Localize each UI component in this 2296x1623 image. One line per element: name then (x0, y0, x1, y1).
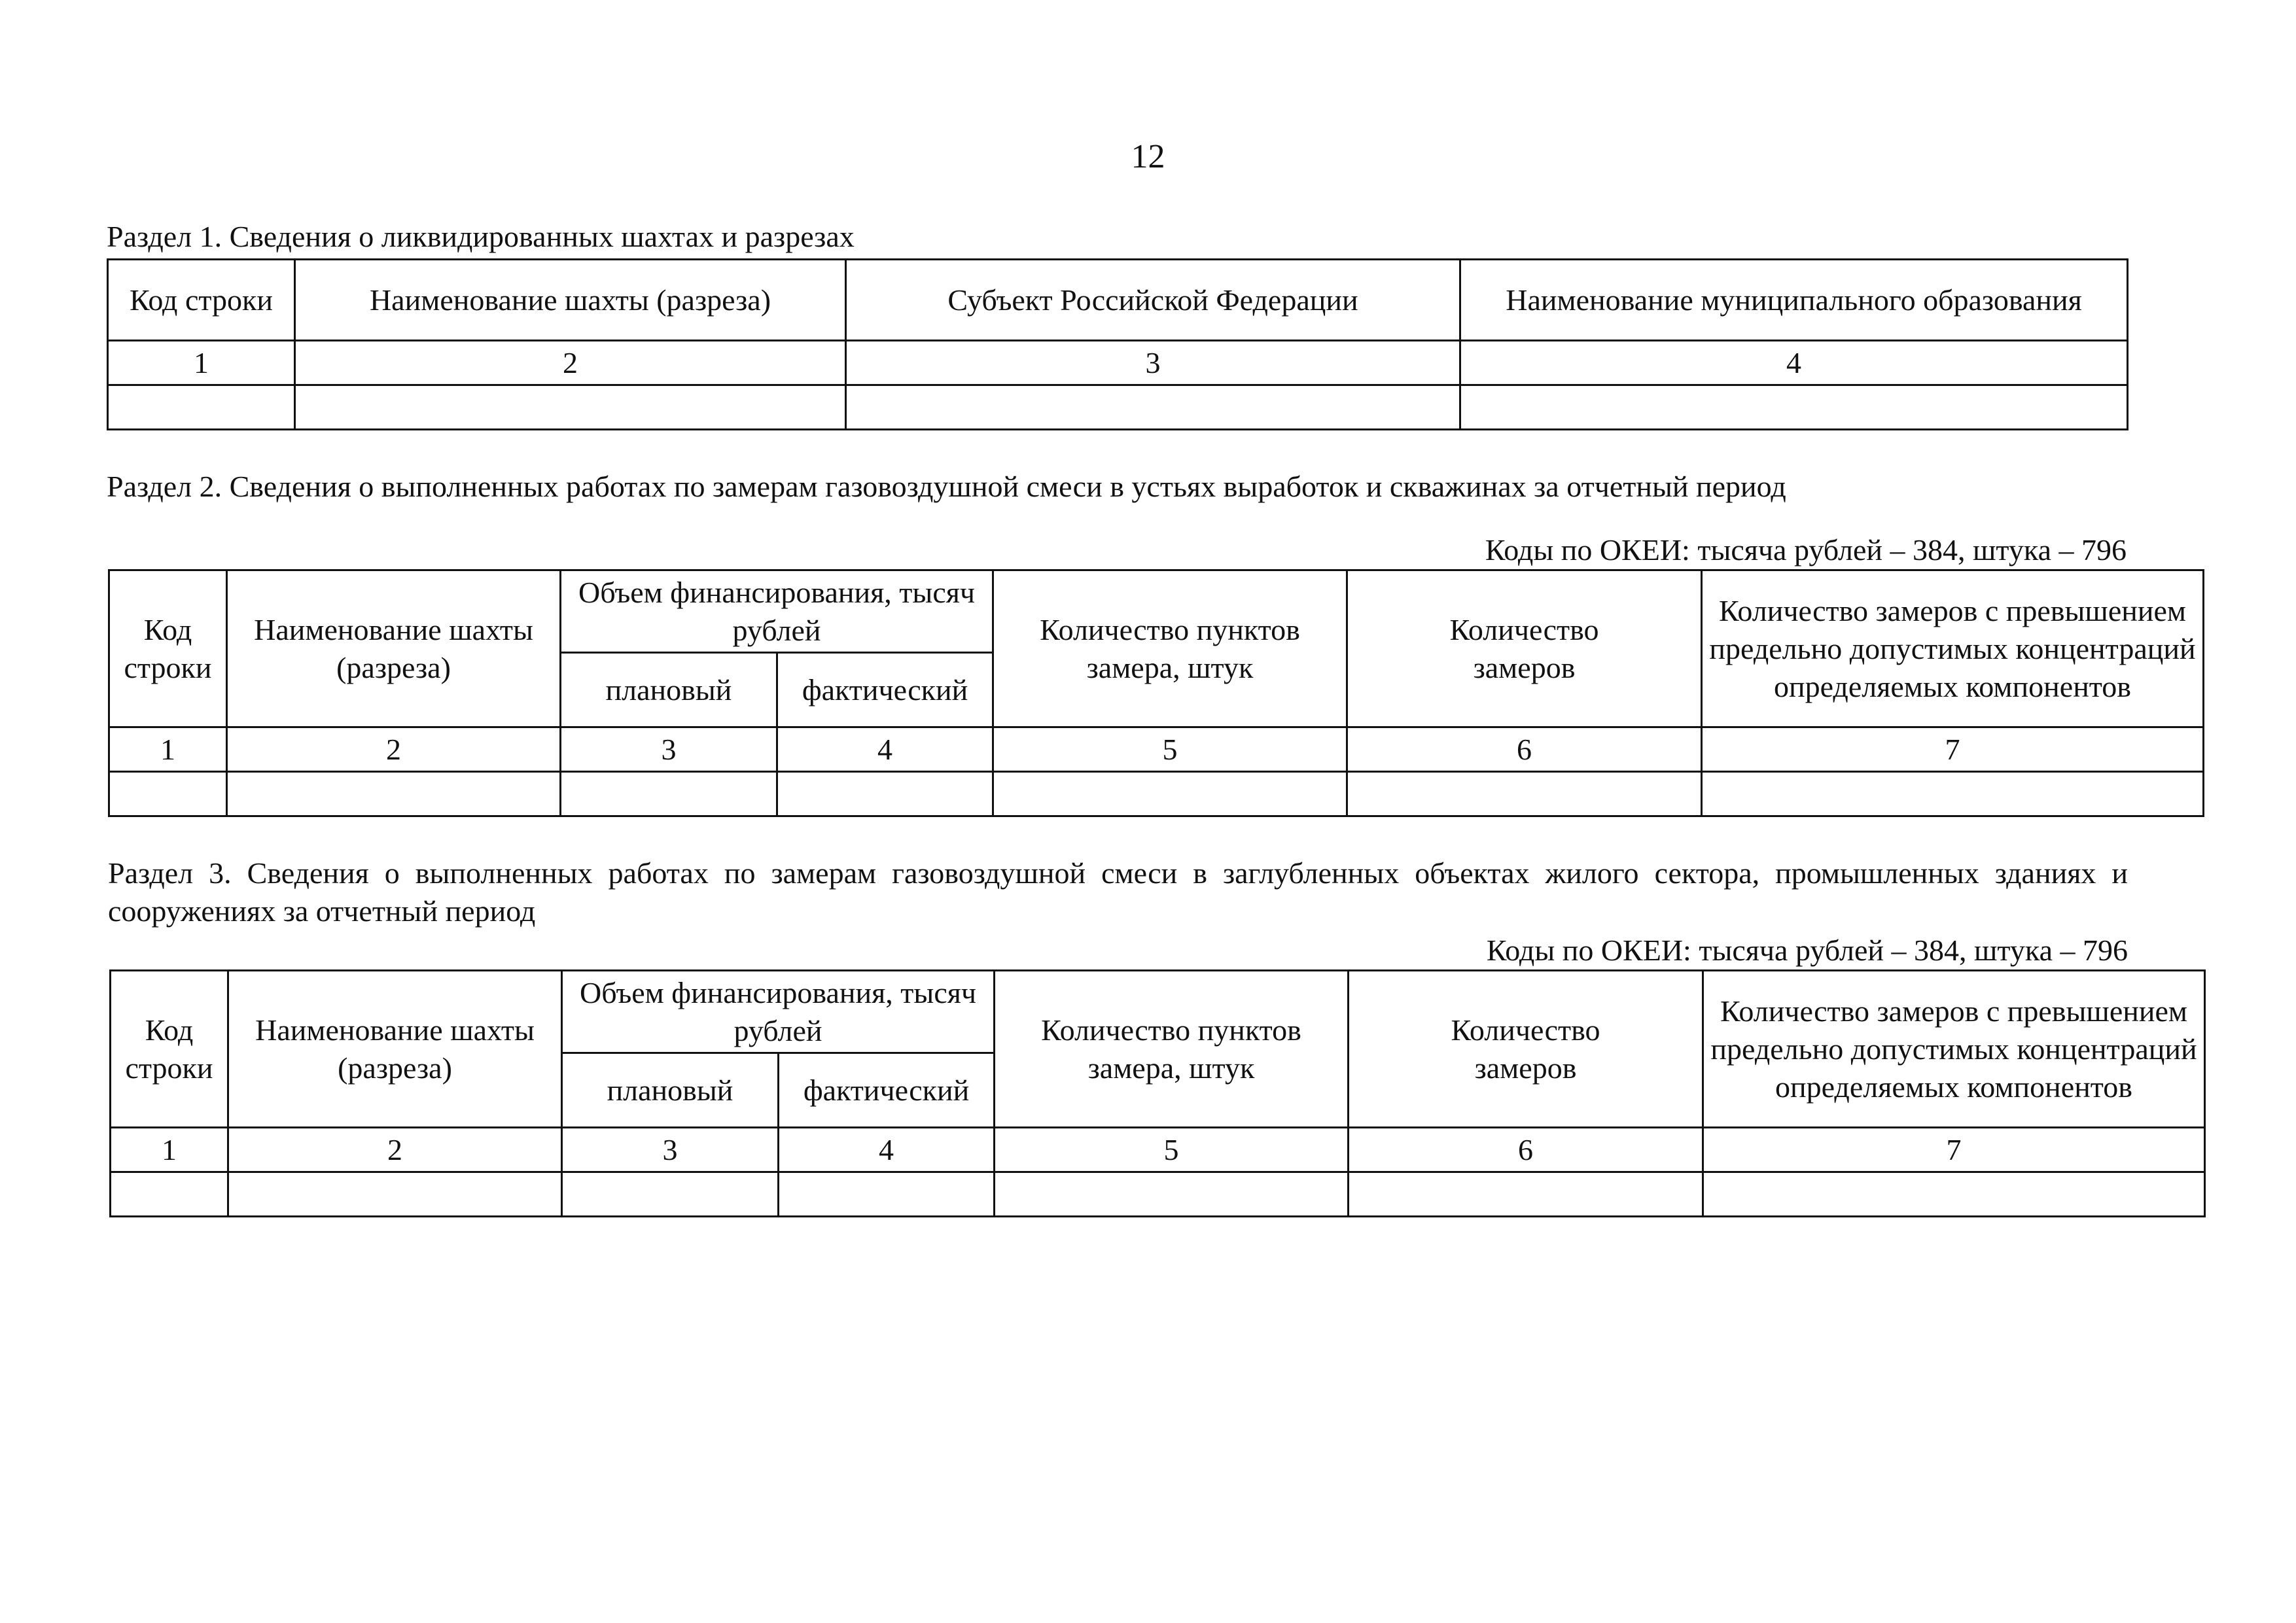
section3-empty-row (111, 1172, 2205, 1217)
column-number: 2 (228, 1128, 562, 1172)
header-exceed-count: Количество замеров с превышением предельно допустимых концентраций определяемых компонентов (1702, 570, 2204, 727)
section1-caption: Раздел 1. Сведения о ликвидированных шахтах и разрезах (107, 220, 855, 253)
header-funding: Объем финансирования, тысяч рублей (561, 570, 993, 653)
header-funding: Объем финансирования, тысяч рублей (562, 971, 995, 1053)
column-number: 4 (777, 727, 993, 772)
section2-okei-codes: Коды по ОКЕИ: тысяча рублей – 384, штука – 796 (1485, 533, 2127, 567)
column-number: 6 (1347, 727, 1702, 772)
header-actual: фактический (779, 1053, 995, 1128)
empty-cell[interactable] (777, 772, 993, 816)
empty-cell[interactable] (295, 385, 846, 430)
column-number: 5 (995, 1128, 1349, 1172)
column-number: 3 (561, 727, 777, 772)
section3-okei-codes: Коды по ОКЕИ: тысяча рублей – 384, штука – 796 (1486, 934, 2128, 967)
header-code: Код строки (108, 260, 295, 341)
column-number: 5 (993, 727, 1347, 772)
section1-table (107, 258, 2128, 430)
column-number: 3 (562, 1128, 779, 1172)
empty-cell[interactable] (1702, 772, 2204, 816)
section3-caption: Раздел 3. Сведения о выполненных работах по замерам газовоздушной смеси в заглубленных объектах жилого сектора, промышленных зданиях и сооружениях за отчетный период (108, 856, 2128, 928)
empty-cell[interactable] (995, 1172, 1349, 1217)
column-number: 1 (109, 727, 227, 772)
empty-cell[interactable] (562, 1172, 779, 1217)
column-number: 4 (779, 1128, 995, 1172)
section1-header-row (108, 260, 2128, 341)
column-number: 3 (846, 341, 1460, 385)
header-measurement-points: Количество пунктов замера, штук (993, 570, 1347, 727)
section2-header-row-1 (109, 570, 2204, 653)
header-planned: плановый (562, 1053, 779, 1128)
section2-caption: Раздел 2. Сведения о выполненных работах по замерам газовоздушной смеси в устьях выработок и скважинах за отчетный период (107, 470, 1786, 503)
header-exceed-count: Количество замеров с превышением предельно допустимых концентраций определяемых компонентов (1703, 971, 2205, 1128)
section1-number-row (108, 341, 2128, 385)
empty-cell[interactable] (561, 772, 777, 816)
empty-cell[interactable] (111, 1172, 228, 1217)
column-number: 1 (108, 341, 295, 385)
section2-empty-row (109, 772, 2204, 816)
section3-header-row-1 (111, 971, 2205, 1053)
section3-number-row (111, 1128, 2205, 1172)
column-number: 4 (1460, 341, 2128, 385)
column-number: 2 (295, 341, 846, 385)
header-code: Код строки (109, 570, 227, 727)
header-code: Код строки (111, 971, 228, 1128)
column-number: 7 (1702, 727, 2204, 772)
section2-table (108, 569, 2204, 817)
empty-cell[interactable] (779, 1172, 995, 1217)
column-number: 2 (227, 727, 561, 772)
empty-cell[interactable] (1347, 772, 1702, 816)
header-measurements-count: Количество замеров (1349, 971, 1703, 1128)
header-mine-name: Наименование шахты (разреза) (227, 570, 561, 727)
section1-empty-row (108, 385, 2128, 430)
empty-cell[interactable] (846, 385, 1460, 430)
empty-cell[interactable] (1460, 385, 2128, 430)
section2-number-row (109, 727, 2204, 772)
empty-cell[interactable] (108, 385, 295, 430)
header-mine-name: Наименование шахты (разреза) (295, 260, 846, 341)
column-number: 6 (1349, 1128, 1703, 1172)
empty-cell[interactable] (993, 772, 1347, 816)
header-measurement-points: Количество пунктов замера, штук (995, 971, 1349, 1128)
column-number: 7 (1703, 1128, 2205, 1172)
empty-cell[interactable] (228, 1172, 562, 1217)
header-federal-subject: Субъект Российской Федерации (846, 260, 1460, 341)
empty-cell[interactable] (1703, 1172, 2205, 1217)
header-actual: фактический (777, 653, 993, 727)
column-number: 1 (111, 1128, 228, 1172)
page-number: 12 (1131, 138, 1165, 175)
empty-cell[interactable] (109, 772, 227, 816)
empty-cell[interactable] (227, 772, 561, 816)
header-municipality: Наименование муниципального образования (1460, 260, 2128, 341)
header-mine-name: Наименование шахты (разреза) (228, 971, 562, 1128)
section3-table (109, 969, 2206, 1217)
empty-cell[interactable] (1349, 1172, 1703, 1217)
header-planned: плановый (561, 653, 777, 727)
header-measurements-count: Количество замеров (1347, 570, 1702, 727)
